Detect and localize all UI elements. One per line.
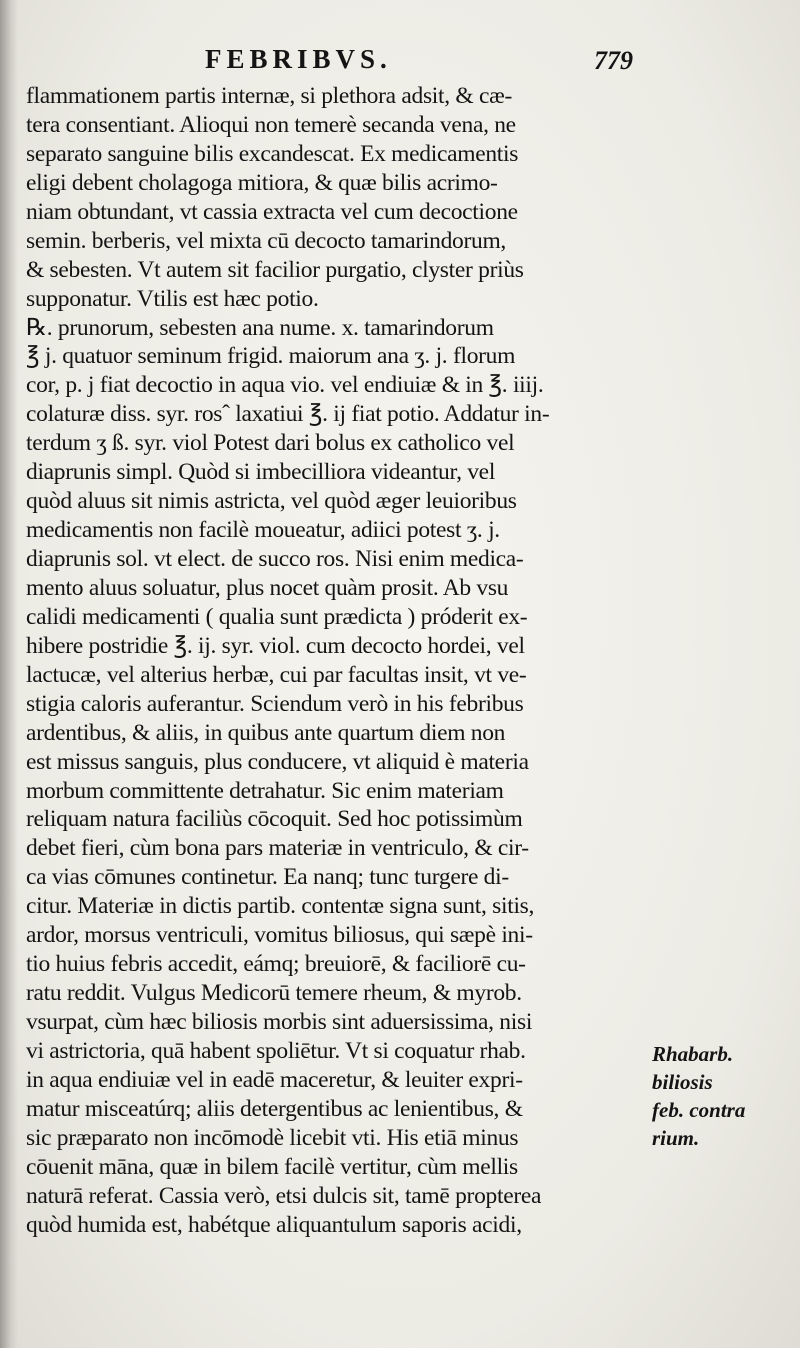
marginal-note-line: rium. (652, 1126, 700, 1150)
marginal-note (652, 1040, 792, 1152)
text-line: colaturæ diss. syr. rosˆ laxatiui ℥. ij fiat potio. Addatur in- (26, 401, 550, 428)
text-line: tera consentiant. Alioqui non temerè secanda vena, ne (26, 111, 516, 138)
text-line: ardentibus, & aliis, in quibus ante quartum diem non (26, 719, 506, 746)
running-title: FEBRIBVS. (205, 44, 392, 74)
text-line: citur. Materiæ in dictis partib. contentæ signa sunt, sitis, (26, 893, 535, 920)
text-line: ca vias cōmunes continetur. Ea nanq; tunc turgere di- (26, 864, 509, 891)
text-line: in aqua endiuiæ vel in eadē maceretur, & leuiter expri- (26, 1066, 523, 1093)
text-line: vi astrictoria, quā habent spoliētur. Vt si coquatur rhab. (26, 1037, 526, 1064)
text-line: semin. berberis, vel mixta cū decocto tamarindorum, (26, 227, 507, 254)
text-line: quòd humida est, habétque aliquantulum saporis acidi, (26, 1211, 522, 1238)
text-line: ℞. prunorum, sebesten ana nume. x. tamarindorum (26, 314, 494, 341)
text-line: ardor, morsus ventriculi, vomitus biliosus, qui sæpè ini- (26, 922, 533, 949)
text-line: cōuenit māna, quæ in bilem facilè vertitur, cùm mellis (26, 1153, 518, 1180)
body-text (26, 82, 666, 1240)
text-line: debet fieri, cùm bona pars materiæ in ventriculo, & cir- (26, 835, 529, 862)
page-header (0, 44, 800, 84)
text-line: matur misceatúrq; aliis detergentibus ac lenientibus, & (26, 1095, 523, 1122)
text-line: ℥ j. quatuor seminum frigid. maiorum ana ʒ. j. florum (26, 343, 516, 370)
text-line: medicamentis non facilè moueatur, adiici potest ʒ. j. (26, 517, 500, 544)
text-line: niam obtundant, vt cassia extracta vel cum decoctione (26, 198, 518, 225)
text-line: reliquam natura faciliùs cōcoquit. Sed hoc potissimùm (26, 806, 523, 833)
text-line: ratu reddit. Vulgus Medicorū temere rheum, & myrob. (26, 980, 522, 1007)
text-line: & sebesten. Vt autem sit facilior purgatio, clyster priùs (26, 256, 524, 283)
marginal-note-line: Rhabarb. (652, 1042, 734, 1066)
text-line: calidi medicamenti ( qualia sunt prædicta ) próderit ex- (26, 603, 528, 630)
text-line: lactucæ, vel alterius herbæ, cui par facultas insit, vt ve- (26, 661, 527, 688)
page-number: 779 (594, 46, 633, 75)
text-line: separato sanguine bilis excandescat. Ex medicamentis (26, 140, 519, 167)
text-line: diaprunis simpl. Quòd si imbecilliora videantur, vel (26, 459, 496, 486)
text-line: sic præparato non incōmodè licebit vti. His etiā minus (26, 1124, 519, 1151)
marginal-note-line: biliosis (652, 1070, 713, 1094)
text-line: est missus sanguis, plus conducere, vt aliquid è materia (26, 748, 529, 775)
text-line: mento aluus soluatur, plus nocet quàm prosit. Ab vsu (26, 574, 509, 601)
text-line: diaprunis sol. vt elect. de succo ros. Nisi enim medica- (26, 546, 524, 572)
text-line: quòd aluus sit nimis astricta, vel quòd æger leuioribus (26, 488, 517, 515)
text-line: hibere postridie ℥. ij. syr. viol. cum decocto hordei, vel (26, 632, 525, 659)
page-gutter-shadow (0, 0, 18, 1348)
text-line: cor, p. j fiat decoctio in aqua vio. vel endiuiæ & in ℥. iiij. (26, 372, 544, 399)
text-line: vsurpat, cùm hæc biliosis morbis sint aduersissima, nisi (26, 1009, 533, 1035)
text-line: stigia caloris auferantur. Sciendum verò in his febribus (26, 690, 524, 717)
text-line: terdum ʒ ß. syr. viol Potest dari bolus ex catholico vel (26, 430, 515, 457)
marginal-note-line: feb. contra (652, 1098, 746, 1122)
text-line: supponatur. Vtilis est hæc potio. (26, 285, 319, 312)
text-line: tio huius febris accedit, eámq; breuiorē, & faciliorē cu- (26, 951, 526, 978)
text-line: morbum committente detrahatur. Sic enim materiam (26, 777, 504, 804)
text-line: naturā referat. Cassia verò, etsi dulcis sit, tamē propterea (26, 1182, 542, 1209)
text-line: flammationem partis internæ, si plethora adsit, & cæ- (26, 83, 512, 109)
text-line: eligi debent cholagoga mitiora, & quæ bilis acrimo- (26, 169, 498, 196)
